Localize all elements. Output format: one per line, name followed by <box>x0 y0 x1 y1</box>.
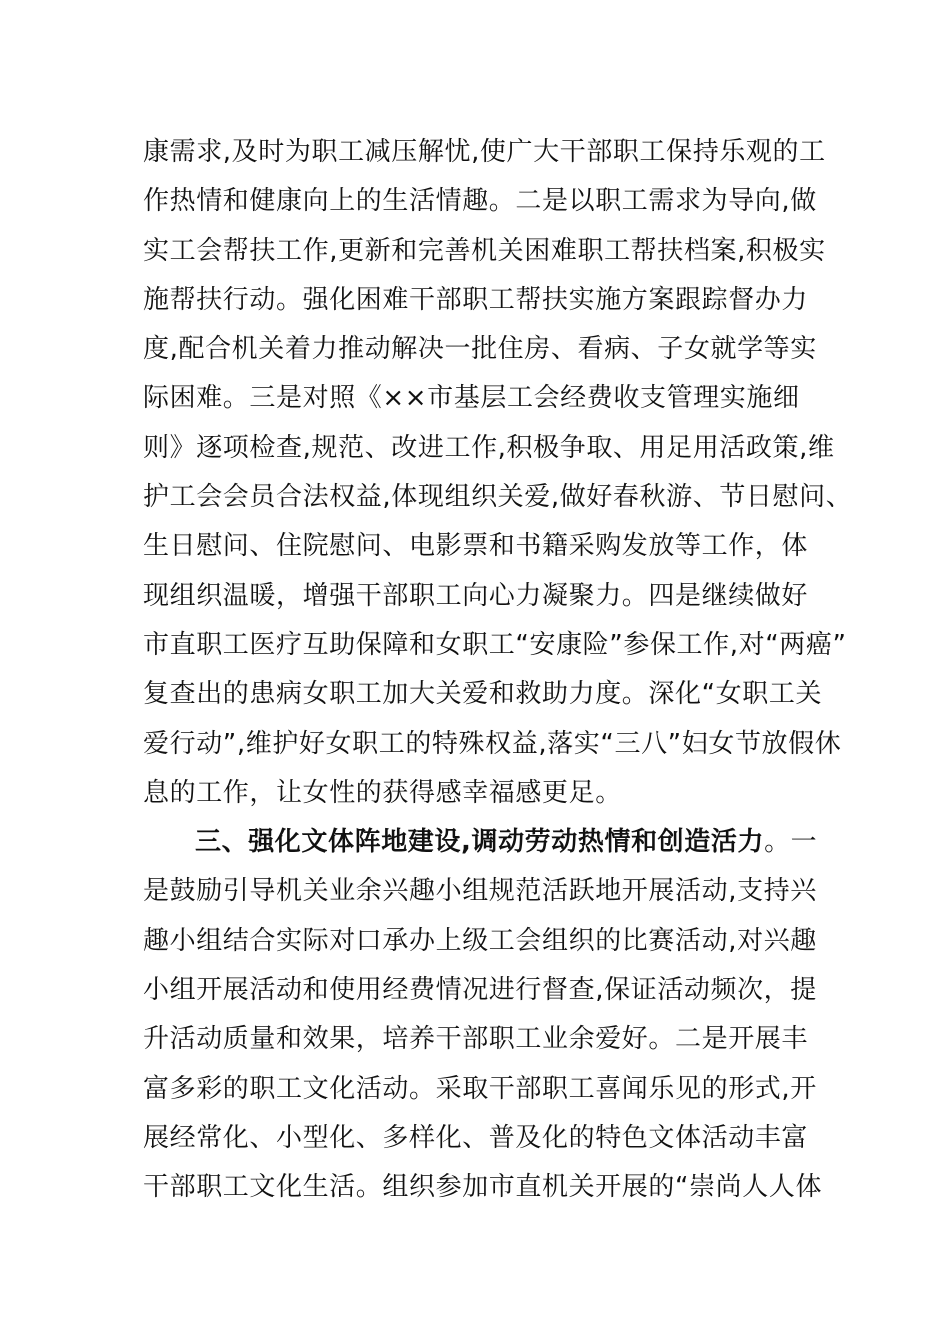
text-line: 生日慰问、住院慰问、电影票和书籍采购发放等工作，体 <box>143 531 809 562</box>
text-line: 富多彩的职工文化活动。采取干部职工喜闻乐见的形式,开 <box>143 1073 817 1104</box>
text-line: 小组开展活动和使用经费情况进行督查,保证活动频次，提 <box>143 975 817 1006</box>
text-line: 作热情和健康向上的生活情趣。二是以职工需求为导向,做 <box>143 186 817 217</box>
section-heading-line <box>143 818 823 867</box>
text-line: 复查出的患病女职工加大关爱和救助力度。深化“女职工关 <box>143 679 823 710</box>
text-line: 爱行动”,维护好女职工的特殊权益,落实“三八”妇女节放假休 <box>143 728 842 759</box>
text-line: 趣小组结合实际对口承办上级工会组织的比赛活动,对兴趣 <box>143 925 817 956</box>
text-line: 际困难。三是对照《××市基层工会经费收支管理实施细 <box>143 383 800 414</box>
text-line: 展经常化、小型化、多样化、普及化的特色文体活动丰富 <box>143 1122 809 1153</box>
text-line: 康需求,及时为职工减压解忧,使广大干部职工保持乐观的工 <box>143 137 826 167</box>
text-line: 则》逐项检查,规范、改进工作,积极争取、用足用活政策,维 <box>143 432 835 463</box>
section-heading-tail: 。一 <box>764 827 818 858</box>
text-line: 息的工作，让女性的获得感幸福感更足。 <box>143 777 622 808</box>
section-heading: 三、强化文体阵地建设,调动劳动热情和创造活力 <box>195 827 765 858</box>
text-line: 现组织温暖，增强干部职工向心力凝聚力。四是继续做好 <box>143 580 809 611</box>
text-line: 度,配合机关着力推动解决一批住房、看病、子女就学等实 <box>143 334 817 365</box>
text-line: 护工会会员合法权益,体现组织关爱,做好春秋游、节日慰问、 <box>143 482 853 513</box>
text-line: 实工会帮扶工作,更新和完善机关困难职工帮扶档案,积极实 <box>143 235 826 266</box>
text-line: 是鼓励引导机关业余兴趣小组规范活跃地开展活动,支持兴 <box>143 876 817 907</box>
text-line: 升活动质量和效果，培养干部职工业余爱好。二是开展丰 <box>143 1024 809 1055</box>
text-line: 干部职工文化生活。组织参加市直机关开展的“崇尚人人体 <box>143 1172 823 1203</box>
body-text <box>143 128 853 1213</box>
text-line: 施帮扶行动。强化困难干部职工帮扶实施方案跟踪督办力 <box>143 284 809 315</box>
text-line: 市直职工医疗互助保障和女职工“安康险”参保工作,对“两癌” <box>143 629 847 660</box>
